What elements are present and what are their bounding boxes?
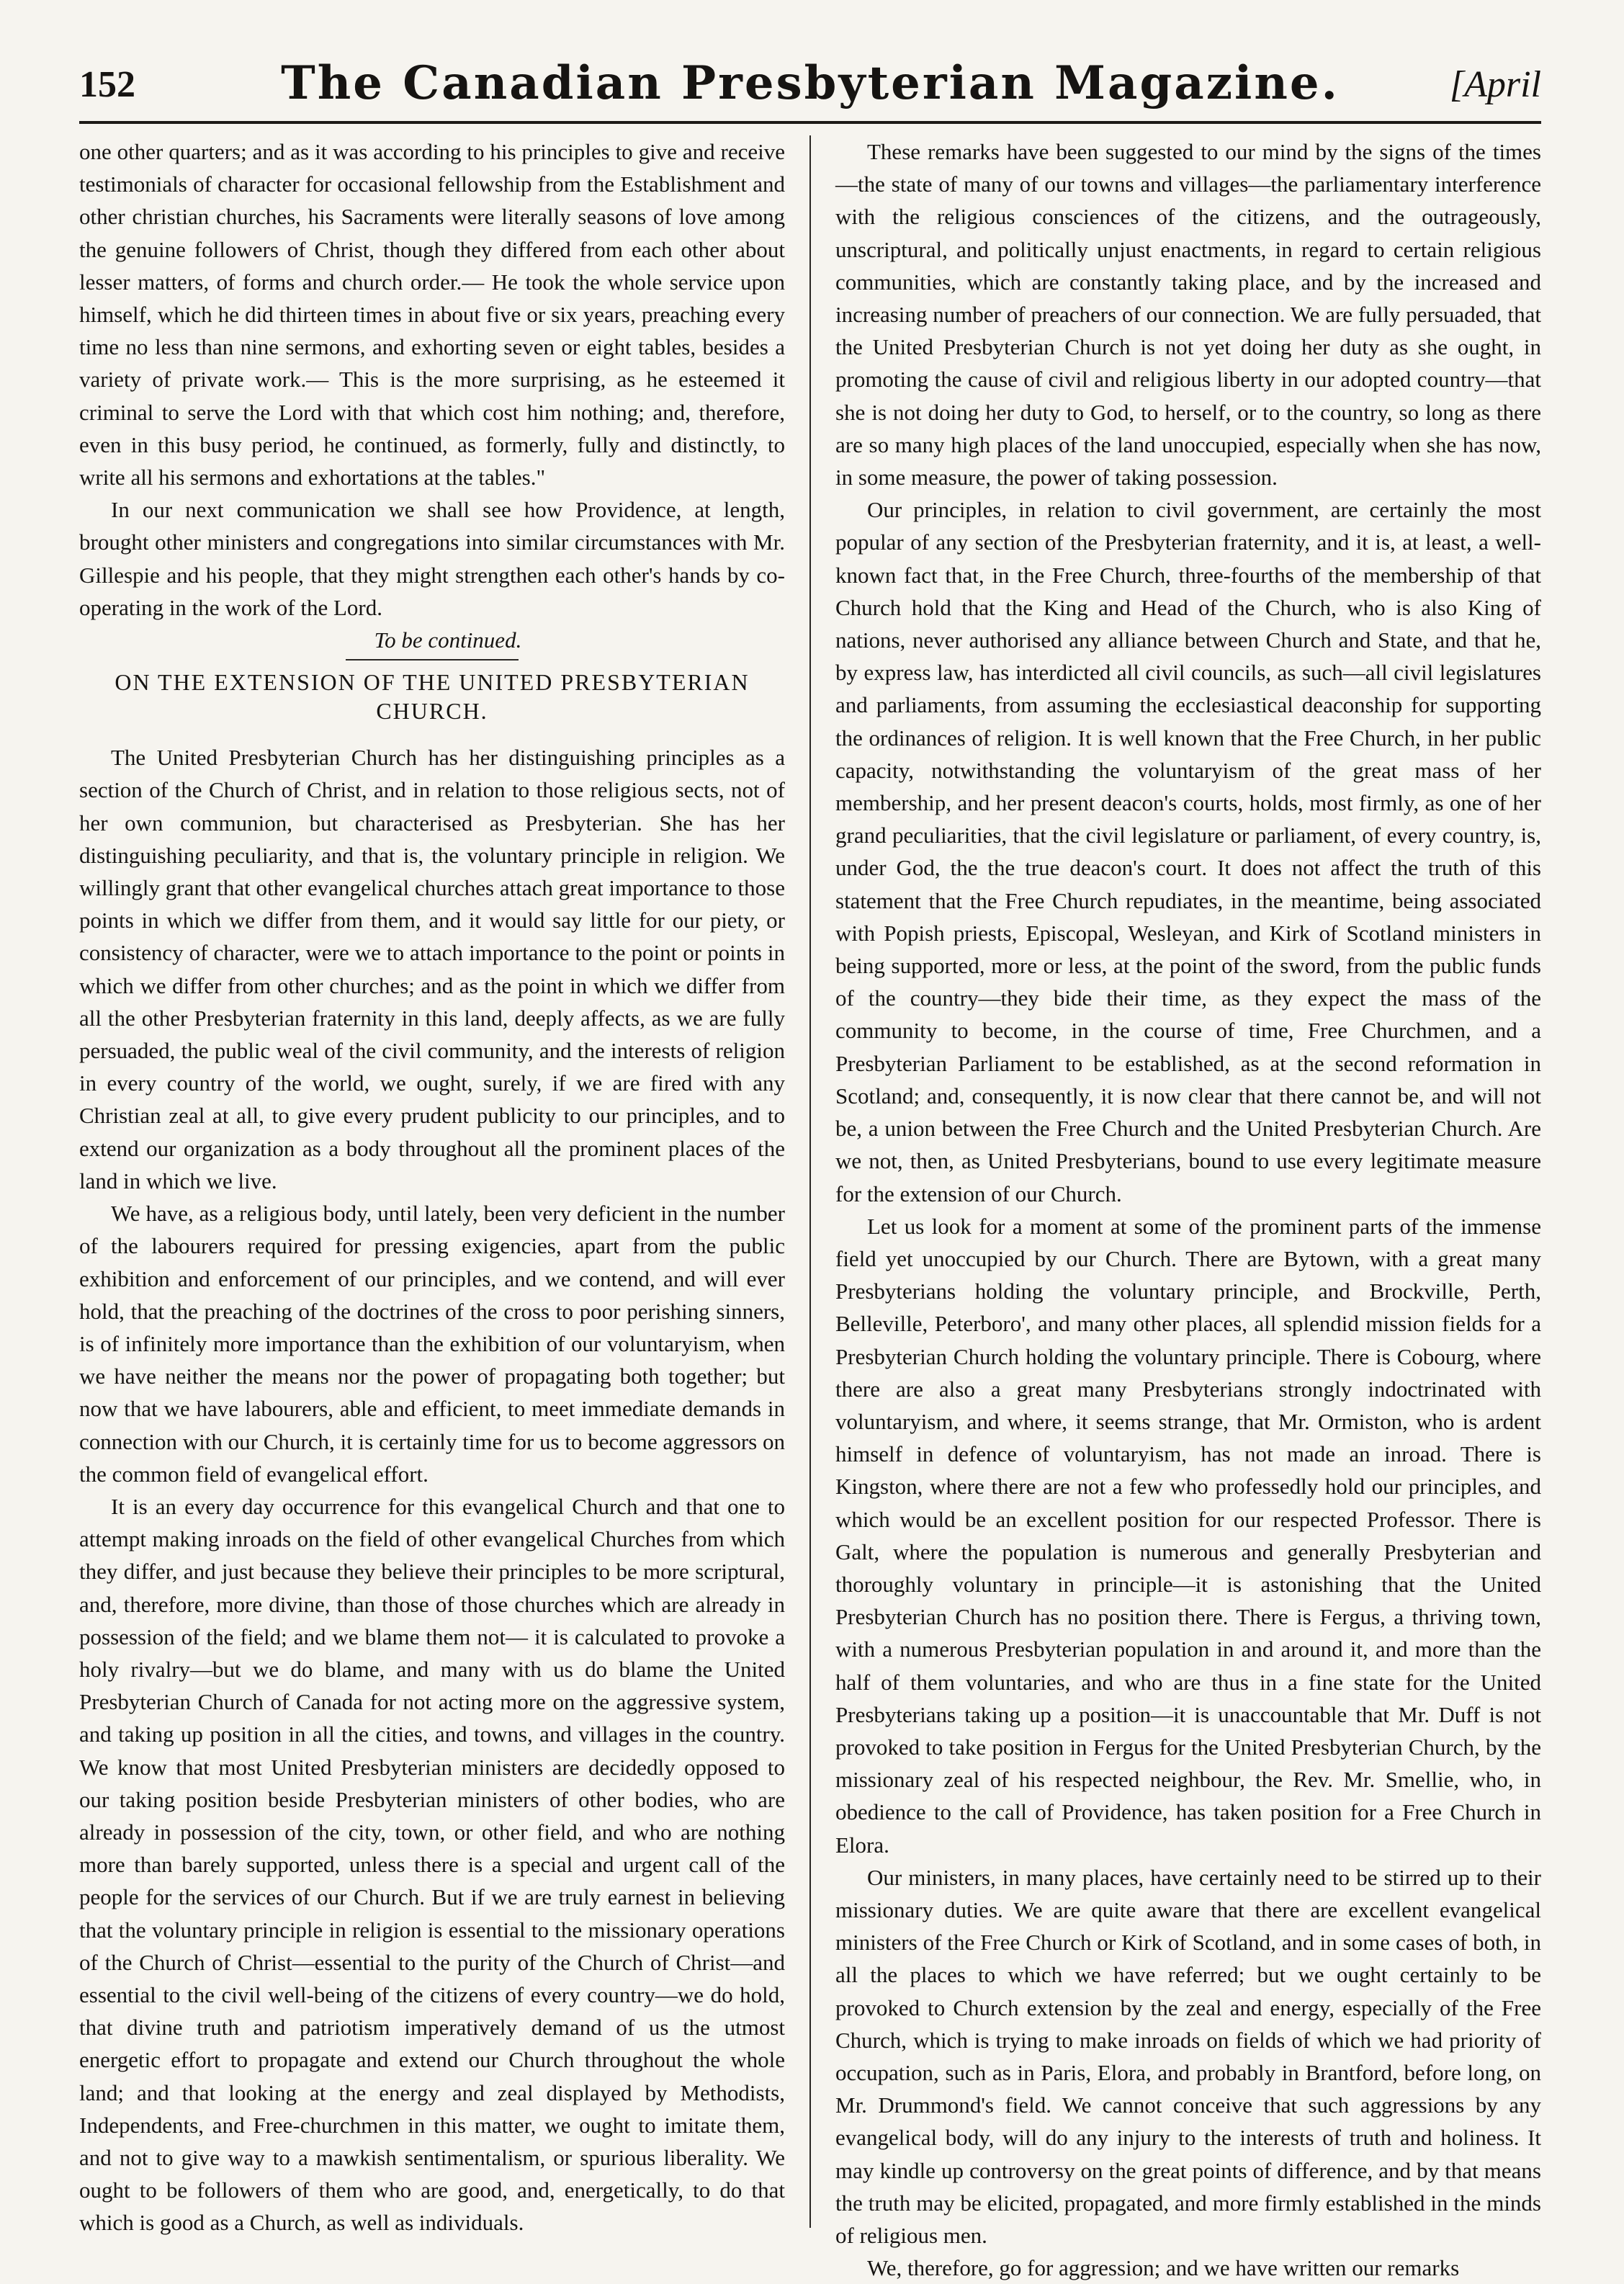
page-header (79, 56, 1541, 121)
right-column (835, 135, 1541, 2281)
paragraph: We have, as a religious body, until lately, been very deficient in the number of the labourers required for pressing exigencies, apart from the public exhibition and enforcement of our principles, and we contend, and will ever hold, that the preaching of the doctrines of the cross to poor perishing sinners, is of infinitely more importance than the exhibition of our voluntaryism, when we have neither the means nor the power of propagating both together; but now that we have labourers, able and efficient, to meet immediate demands in connection with our Church, it is certainly time for us to become aggressors on the common field of evangelical effort. (79, 1201, 785, 1487)
paragraph: The United Presbyterian Church has her distinguishing principles as a section of the Church of Christ, and in relation to those religious sects, not of her own communion, but characterised as Presbyterian. She has her distinguishing peculiarity, and that is, the voluntary principle in religion. We willingly grant that other evangelical churches attach great importance to those points in which we differ from them, and it would say little for our piety, or consistency of character, were we to attach importance to the point or points in which we differ from other churches; and as the point in which we differ from all the other Presbyterian fraternity in this land, deeply affects, as we are fully persuaded, the public weal of the civil community, and the interests of religion in every country of the world, we ought, surely, if we are fired with any Christian zeal at all, to give every prudent publicity to our principles, and to extend our organization as a body throughout all the prominent places of the land in which we live. (79, 745, 785, 1193)
section-divider (346, 659, 519, 660)
column-divider (809, 135, 811, 2228)
paragraph: Our principles, in relation to civil government, are certainly the most popular of any section of the Presbyterian fraternity, and it is, at least, a well-known fact that, in the Free Church, three-fourths of the membership of that Church hold that the King and Head of the Church, who is also King of nations, never authorised any alliance between Church and State, and that he, by express law, has interdicted all civil councils, as such—all civil legislatures and parliaments, from assuming the ecclesiastical deaconship for supporting the ordinances of religion. It is well known that the Free Church, in her public capacity, notwithstanding the voluntaryism of the great mass of her membership, and her present deacon's courts, holds, most firmly, as one of her grand peculiarities, that the civil legislature or parliament, of every country, is, under God, the the true deacon's court. It does not affect the truth of this statement that the Free Church repudiates, in the meantime, being associated with Popish priests, Episcopal, Wesleyan, and Kirk of Scotland ministers in being supported, more or less, at the point of the sword, from the public funds of the country—they bide their time, as they expect the mass of the community to become, in the course of time, Free Churchmen, and a Presbyterian Parliament to be established, as at the second reformation in Scotland; and, consequently, it is now clear that there cannot be, and will not be, a union between the Free Church and the United Presbyterian Church. Are we not, then, as United Presbyterians, bound to use every legitimate measure for the extension of our Church. (835, 497, 1541, 1206)
paragraph: These remarks have been suggested to our mind by the signs of the times—the state of many of our towns and villages—the parliamentary interference with the religious consciences of the citizens, and the outrageously, unscriptural, and politically unjust enactments, in regard to certain religious communities, which are constantly taking place, and by the increased and increasing number of preachers of our connection. We are fully persuaded, that the United Presbyterian Church is not yet doing her duty as she ought, in promoting the cause of civil and religious liberty in our adopted country—that she is not doing her duty to God, to herself, or to the country, so long as there are so many high places of the land unoccupied, especially when she has now, in some measure, the power of taking possession. (835, 139, 1541, 491)
paragraph: Our ministers, in many places, have certainly need to be stirred up to their missionary duties. We are quite aware that there are excellent evangelical ministers of the Free Church or Kirk of Scotland, and in some cases of both, in all the places to which we have referred; but we ought certainly to be provoked to Church extension by the zeal and energy, especially of the Free Church, which is trying to make inroads on fields of which we had priority of occupation, such as in Paris, Elora, and probably in Brantford, before long, on Mr. Drummond's field. We cannot conceive that such aggressions by any evangelical body, will do any injury to the interests of truth and holiness. It may kindle up controversy on the great points of difference, and by that means the truth may be elicited, propagated, and more firmly established in the minds of religious men. (835, 1864, 1541, 2248)
paragraph: Let us look for a moment at some of the prominent parts of the immense field yet unoccupied by our Church. There are Bytown, with a great many Presbyterians holding the voluntary principle, and Brockville, Perth, Belleville, Peterboro', and many other places, all splendid mission fields for a Presbyterian Church holding the voluntary principle. There is Cobourg, where there are also a great many Presbyterians strongly indoctrinated with voluntaryism, and where, it seems strange, that Mr. Ormiston, who is ardent himself in defence of voluntaryism, has not made an inroad. There is Kingston, where there are not a few who professedly hold our principles, and which would be an excellent position for our respected Professor. There is Galt, where the population is numerous and generally Presbyterian and thoroughly voluntary in principle—it is astonishing that the United Presbyterian Church has no position there. There is Fergus, a thriving town, with a numerous Presbyterian population in and around it, and more than the half of them voluntaries, and who are thus in a fine state for the United Presbyterians taking up a position—it is unaccountable that Mr. Duff is not provoked to take position in Fergus for the United Presbyterian Church, by the missionary zeal of his respected neighbour, the Rev. Mr. Smellie, who, in obedience to the call of Providence, has taken position for a Free Church in Elora. (835, 1213, 1541, 1858)
issue-month: [April (1449, 64, 1541, 105)
magazine-title: The Canadian Presbyterian Magazine. (281, 56, 1340, 110)
paragraph: In our next communication we shall see how Providence, at length, brought other ministers and congregations into similar circumstances with Mr. Gillespie and his people, that they might strengthen each other's hands by co-operating in the work of the Lord. (79, 497, 785, 620)
paragraph: We, therefore, go for aggression; and we have written our remarks (867, 2255, 1460, 2281)
paragraph: one other quarters; and as it was according to his principles to give and receive testimonials of character for occasional fellowship from the Establishment and other christian churches, his Sacraments were literally seasons of love among the genuine followers of Christ, though they differed from each other about lesser matters, of forms and church order.— He took the whole service upon himself, which he did thirteen times in about five or six years, preaching every time no less than nine sermons, and exhorting seven or eight tables, besides a variety of private work.— This is the more surprising, as he esteemed it criminal to serve the Lord with that which cost him nothing; and, therefore, even in this busy period, he continued, as formerly, fully and distinctly, to write all his sermons and exhortations at the tables." (79, 139, 785, 491)
left-column (79, 135, 785, 2239)
page-number: 152 (79, 64, 135, 105)
to-be-continued: To be continued. (374, 627, 522, 653)
article-title: ON THE EXTENSION OF THE UNITED PRESBYTERIAN CHURCH. (115, 669, 750, 725)
paragraph: It is an every day occurrence for this evangelical Church and that one to attempt making inroads on the field of other evangelical Churches from which they differ, and just because they believe their principles to be more scriptural, and, therefore, more divine, than those of those churches which are already in possession of the field; and we blame them not— it is calculated to provoke a holy rivalry—but we do blame, and many with us do blame the United Presbyterian Church of Canada for not acting more on the aggressive system, and taking up position in all the cities, and towns, and villages in the country. We know that most United Presbyterian ministers are decidedly opposed to our taking position beside Presbyterian ministers of other bodies, who are already in possession of the city, town, or other field, and who are nothing more than barely supported, unless there is a special and urgent call of the people for the services of our Church. But if we are truly earnest in believing that the voluntary principle in religion is essential to the missionary operations of the Church of Christ—essential to the purity of the Church of Christ—and essential to the civil well-being of the citizens of every country—we do hold, that divine truth and patriotism imperatively demand of us the utmost energetic effort to propagate and extend our Church throughout the whole land; and that looking at the energy and zeal displayed by Methodists, Independents, and Free-churchmen in this matter, we ought to imitate them, and not to give way to a mawkish sentimentalism, or spurious liberality. We ought to be followers of them who are good, and, energetically, to do that which is good as a Church, as well as individuals. (79, 1493, 785, 2236)
header-rule (79, 121, 1541, 124)
